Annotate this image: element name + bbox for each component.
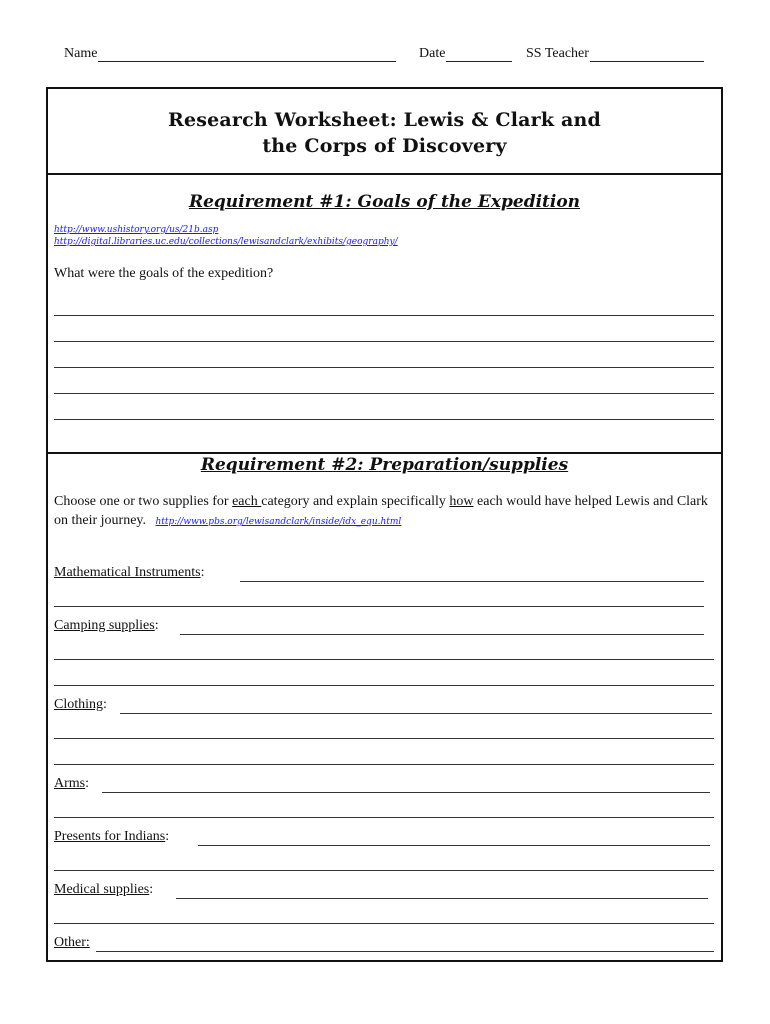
instruction-text: each would have helped Lewis and Clark on their journey. [54,494,708,528]
category-medical-supplies [54,882,153,898]
date-field[interactable] [419,46,512,62]
title-box [46,87,723,175]
teacher-field[interactable] [526,46,704,62]
answer-line[interactable] [120,713,712,714]
answer-line[interactable] [54,315,714,316]
link-uc-libraries[interactable]: http://digital.libraries.uc.edu/collections/lewisandclark/exhibits/geography/ [54,237,398,247]
answer-line[interactable] [54,685,714,686]
answer-line[interactable] [54,764,714,765]
goals-question: What were the goals of the expedition? [54,266,274,281]
answer-line[interactable] [54,419,714,420]
requirement-1-section [46,173,723,454]
title-line-2: the Corps of Discovery [262,135,507,157]
answer-line[interactable] [54,341,714,342]
teacher-label: SS Teacher [526,46,589,61]
answer-line[interactable] [54,870,714,871]
category-label: Camping supplies [54,618,155,633]
category-arms [54,776,89,792]
category-colon: : [85,776,90,791]
answer-line[interactable] [54,606,704,607]
category-label: Mathematical Instruments [54,565,201,580]
name-blank[interactable] [98,47,396,62]
category-other [54,935,90,951]
category-label: Presents for Indians [54,829,166,844]
answer-line[interactable] [180,634,704,635]
requirement-2-section [46,452,723,962]
link-pbs[interactable]: http://www.pbs.org/lewisandclark/inside/idx_equ.html [155,517,402,527]
supplies-instructions [54,492,714,532]
category-colon: : [165,829,170,844]
name-field[interactable] [64,46,396,62]
category-colon: : [200,565,205,580]
instruction-each: each [232,494,262,509]
name-label: Name [64,46,98,61]
requirement-2-heading: Requirement #2: Preparation/supplies [200,455,569,475]
category-mathematical-instruments [54,565,204,581]
category-label: Arms [54,776,86,791]
date-blank[interactable] [446,47,512,62]
category-colon: : [149,882,154,897]
answer-line[interactable] [176,898,708,899]
answer-line[interactable] [54,817,714,818]
answer-line[interactable] [240,581,704,582]
answer-line[interactable] [198,845,710,846]
answer-line[interactable] [102,792,710,793]
date-label: Date [419,46,446,61]
answer-line[interactable] [54,738,714,739]
instruction-how: how [449,494,474,509]
instruction-text: category and explain specifically [261,494,450,509]
category-label: Other: [54,935,90,950]
requirement-1-heading: Requirement #1: Goals of the Expedition [188,192,581,212]
category-camping-supplies [54,618,159,634]
link-ushistory[interactable]: http://www.ushistory.org/us/21b.asp [54,225,219,235]
worksheet-title [48,107,721,159]
answer-line[interactable] [54,659,714,660]
category-label: Medical supplies [54,882,150,897]
category-label: Clothing [54,697,104,712]
answer-line[interactable] [96,951,714,952]
category-colon: : [103,697,107,712]
category-colon: : [154,618,159,633]
answer-line[interactable] [54,393,714,394]
answer-line[interactable] [54,923,714,924]
instruction-text: Choose one or two supplies for [54,494,233,509]
title-line-1: Research Worksheet: Lewis & Clark and [167,109,602,131]
category-presents-for-indians [54,829,169,845]
answer-line[interactable] [54,367,714,368]
category-clothing [54,697,107,713]
teacher-blank[interactable] [590,47,704,62]
